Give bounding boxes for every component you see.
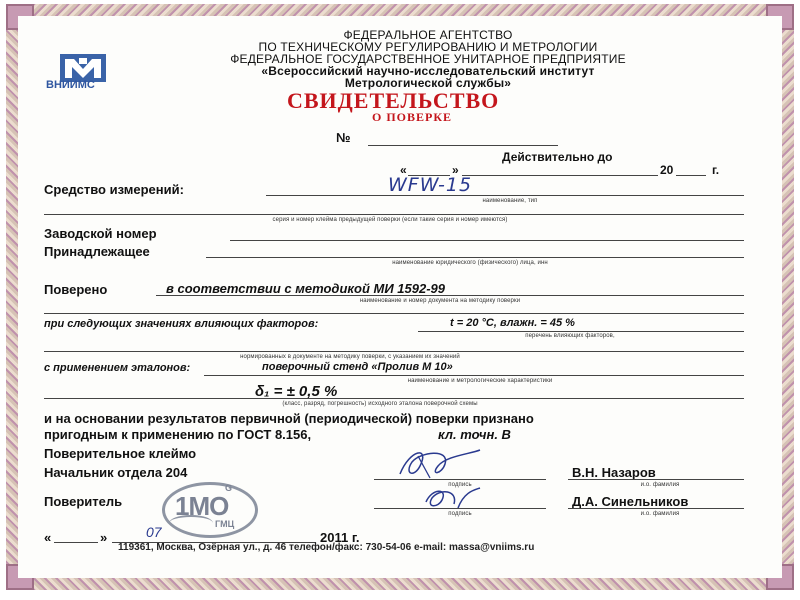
chief-name-field bbox=[568, 479, 744, 480]
agency-name-line2: ПО ТЕХНИЧЕСКОМУ РЕГУЛИРОВАНИЮ И МЕТРОЛОГИИ bbox=[258, 40, 598, 54]
instrument-caption: наименование, тип bbox=[482, 198, 538, 204]
verifier-name: Д.А. Синельников bbox=[572, 494, 689, 509]
series-caption: серия и номер клейма предыдущей поверки (если такие серия и номер имеются) bbox=[272, 217, 508, 223]
instrument-field bbox=[266, 195, 744, 196]
verified-label: Поверено bbox=[44, 282, 108, 297]
border-bottom bbox=[6, 578, 794, 590]
valid-until-open-quote: « bbox=[400, 163, 407, 177]
chief-signature-icon bbox=[390, 444, 490, 484]
standards-accuracy: δ₁ = ± 0,5 % bbox=[255, 383, 338, 400]
verifier-signature-field bbox=[374, 508, 546, 509]
factors-field bbox=[418, 331, 744, 332]
date-month-handwritten: 07 bbox=[146, 524, 162, 540]
institute-name-line2: Метрологической службы» bbox=[344, 76, 512, 90]
valid-until-month-field bbox=[462, 175, 658, 176]
factors-label: при следующих значениях влияющих факторов: bbox=[44, 318, 319, 330]
valid-until-year-suffix: г. bbox=[712, 163, 720, 177]
verified-value: в соответствии с методикой МИ 1592-99 bbox=[166, 281, 445, 296]
standards-accuracy-field bbox=[44, 398, 744, 399]
agency-name: ФЕДЕРАЛЬНОЕ АГЕНТСТВО bbox=[343, 28, 513, 42]
factors-value: t = 20 °C, влажн. = 45 % bbox=[450, 317, 575, 329]
logo-text: ВНИИМС bbox=[46, 79, 95, 91]
vniims-logo-icon bbox=[60, 54, 106, 82]
border-left bbox=[6, 4, 18, 590]
footer-contacts: 119361, Москва, Озёрная ул., д. 46 телефон/факс: 730-54-06 e-mail: massa@vniims.ru bbox=[118, 542, 535, 553]
institute-name: «Всероссийский научно-исследовательский институт bbox=[261, 64, 595, 78]
number-field bbox=[368, 145, 558, 146]
enterprise-name: ФЕДЕРАЛЬНОЕ ГОСУДАРСТВЕННОЕ УНИТАРНОЕ ПРЕДПРИЯТИЕ bbox=[230, 52, 626, 66]
owner-field bbox=[206, 257, 744, 258]
verifier-name-field bbox=[568, 508, 744, 509]
series-field bbox=[44, 214, 744, 215]
standards-field bbox=[204, 375, 744, 376]
date-year: 2011 г. bbox=[320, 530, 360, 545]
owner-caption: наименование юридического (физического) лица, инн bbox=[392, 260, 548, 266]
verifier-name-caption: и.о. фамилия bbox=[640, 511, 680, 517]
verified-field bbox=[156, 295, 744, 296]
chief-signature-caption: подпись bbox=[448, 482, 472, 488]
stamp-code: 1МО bbox=[175, 491, 229, 521]
standards-label: с применением эталонов: bbox=[44, 362, 191, 374]
verified-caption: наименование и номер документа на методику поверки bbox=[359, 298, 521, 304]
standards-value: поверочный стенд «Пролив М 10» bbox=[262, 361, 453, 373]
factors-extra-field bbox=[44, 351, 744, 352]
verification-stamp-label: Поверительное клеймо bbox=[44, 446, 197, 461]
border-right bbox=[782, 4, 794, 590]
verification-stamp bbox=[162, 482, 258, 538]
valid-until-label: Действительно до bbox=[502, 150, 613, 164]
stamp-bottom-mark: ГМЦ bbox=[215, 519, 235, 529]
factors-caption-2: нормированных в документе на методику поверки, с указанием их значений bbox=[240, 354, 460, 360]
conclusion-line-1: и на основании результатов первичной (периодической) поверки признано bbox=[44, 411, 534, 426]
document-subtitle: О ПОВЕРКЕ bbox=[372, 110, 453, 124]
date-close-quote: » bbox=[100, 530, 108, 545]
chief-name: В.Н. Назаров bbox=[572, 465, 656, 480]
verifier-label: Поверитель bbox=[44, 494, 123, 509]
number-label: № bbox=[336, 130, 351, 145]
standards-caption: наименование и метрологические характеристики bbox=[407, 378, 553, 384]
instrument-label: Средство измерений: bbox=[44, 182, 184, 197]
chief-name-caption: и.о. фамилия bbox=[640, 482, 680, 488]
valid-until-year-field bbox=[676, 175, 706, 176]
serial-number-field bbox=[230, 240, 744, 241]
accuracy-class: кл. точн. В bbox=[438, 427, 511, 442]
stamp-top-mark: G bbox=[225, 483, 233, 493]
valid-until-close-quote: » bbox=[452, 163, 459, 177]
verified-extra-field bbox=[44, 313, 744, 314]
conclusion-line-2: пригодным к применению по ГОСТ 8.156, bbox=[44, 427, 312, 442]
date-open-quote: « bbox=[44, 530, 52, 545]
document-title: СВИДЕТЕЛЬСТВО bbox=[287, 88, 500, 113]
factors-caption: перечень влияющих факторов, bbox=[525, 333, 615, 339]
valid-until-year-prefix: 20 bbox=[660, 163, 674, 177]
owner-label: Принадлежащее bbox=[44, 244, 150, 259]
chief-label: Начальник отдела 204 bbox=[44, 465, 188, 480]
standards-caption-2: (класс, разряд, погрешность) исходного эталона поверочной схемы bbox=[282, 401, 478, 407]
verifier-signature-icon bbox=[418, 484, 488, 514]
verifier-signature-caption: подпись bbox=[448, 511, 472, 517]
instrument-value: WFW-15 bbox=[388, 174, 473, 196]
chief-signature-field bbox=[374, 479, 546, 480]
serial-number-label: Заводской номер bbox=[44, 226, 157, 241]
border-top bbox=[6, 4, 794, 16]
date-day-field bbox=[54, 542, 98, 543]
